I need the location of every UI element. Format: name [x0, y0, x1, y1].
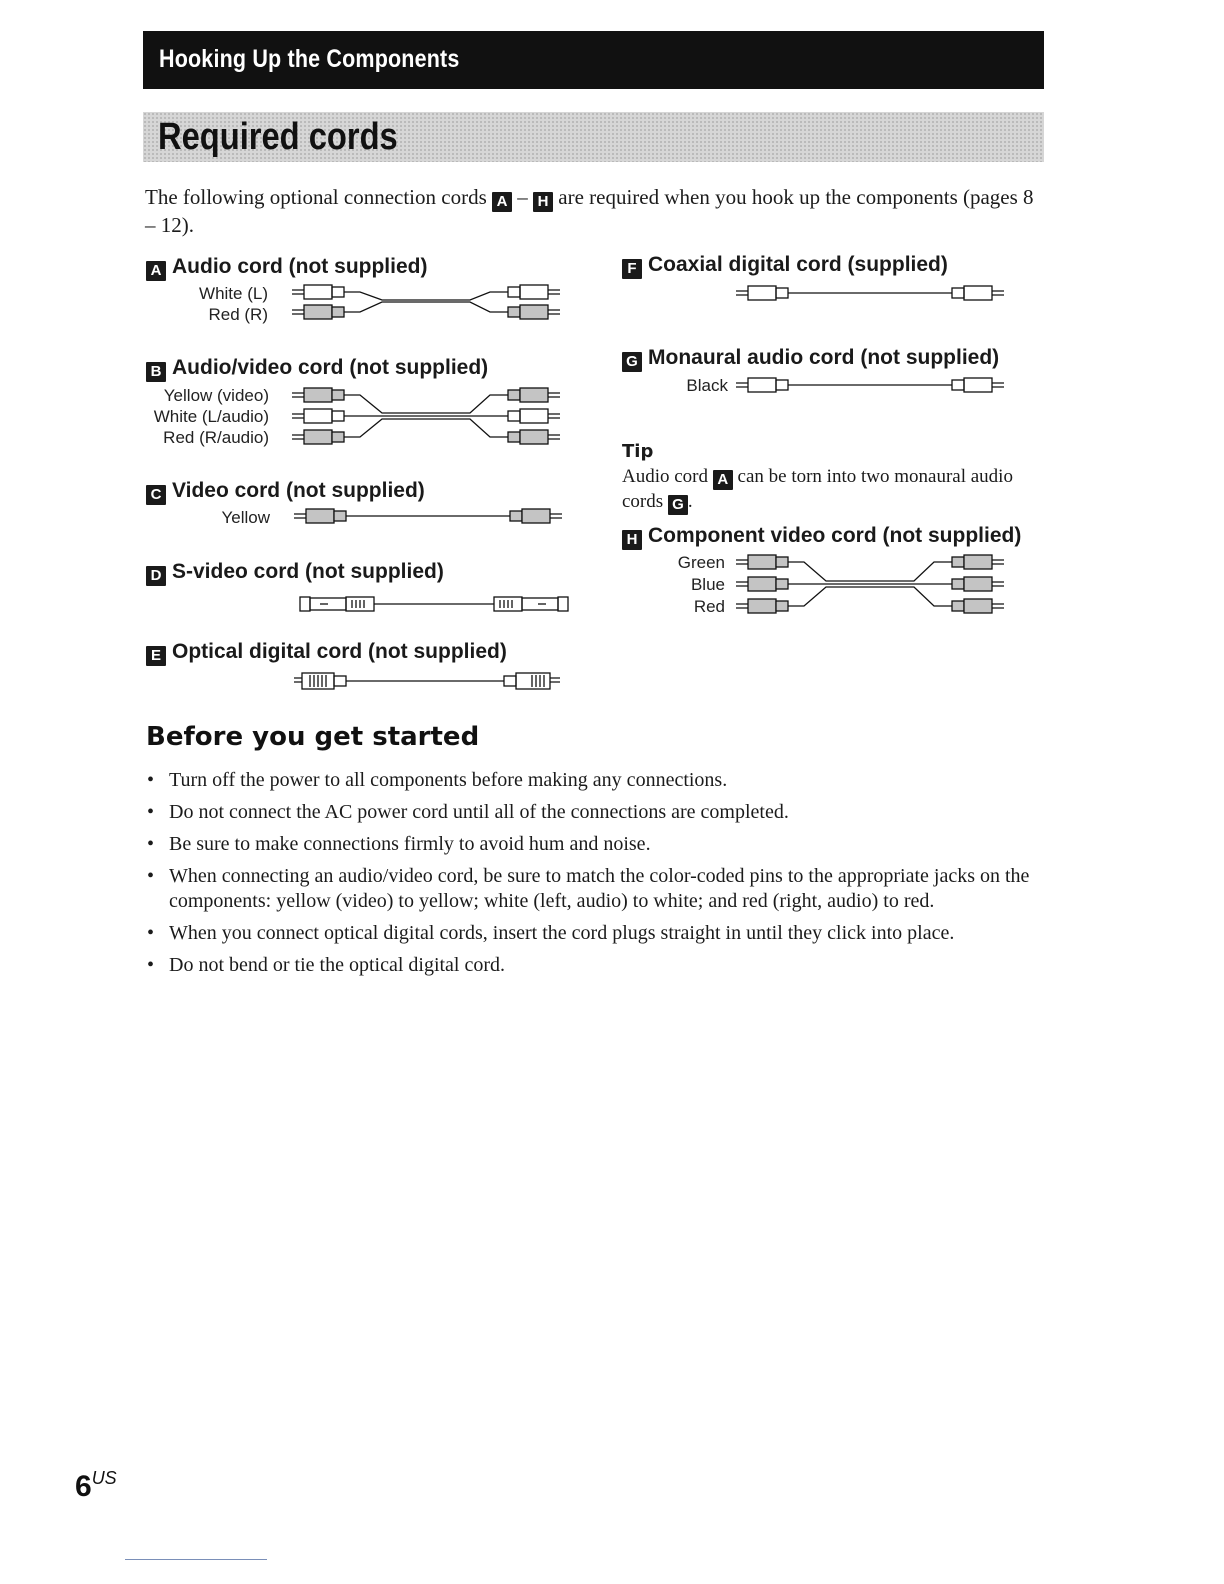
cord-h-badge: H [622, 530, 642, 550]
cord-b-label-white: White (L/audio) [153, 407, 269, 426]
cord-f-illustration [734, 283, 1014, 305]
badge-a: A [492, 192, 512, 212]
cord-g-badge: G [622, 352, 642, 372]
tip-badge-g: G [668, 495, 688, 515]
intro-dash: – [517, 185, 528, 209]
tip-badge-a: A [713, 470, 733, 490]
cord-h-label-red: Red [693, 597, 725, 616]
intro-paragraph [145, 184, 1035, 239]
section-title: Required cords [158, 116, 398, 158]
cord-a-badge: A [146, 261, 166, 281]
cord-e-illustration [292, 670, 572, 692]
cord-b-label-red: Red (R/audio) [163, 428, 269, 447]
cord-f-title [622, 253, 948, 279]
cord-h-illustration [734, 550, 1014, 618]
cord-f-title-text: Coaxial digital cord (supplied) [648, 253, 948, 276]
cord-e-title-text: Optical digital cord (not supplied) [172, 640, 507, 663]
cord-c-illustration [292, 506, 572, 528]
tip-text-2: can be torn into two monaural audio cords [622, 466, 1013, 512]
tip-text-1: Audio cord [622, 466, 709, 487]
list-item: • Do not bend or tie the optical digital cord. [145, 953, 1040, 978]
cord-h-title-text: Component video cord (not supplied) [648, 524, 1022, 547]
cord-c-title [146, 479, 425, 505]
cord-h-label-blue: Blue [690, 575, 725, 594]
tip-text-3: . [687, 491, 693, 512]
cord-a-title-text: Audio cord (not supplied) [172, 255, 428, 278]
tip-heading: Tip [622, 441, 654, 462]
cord-b-illustration [290, 383, 570, 449]
cord-f-badge: F [622, 259, 642, 279]
cord-a-illustration [290, 280, 570, 324]
before-list [145, 768, 1040, 985]
bottom-rule [125, 1559, 267, 1560]
cord-a-title [146, 255, 427, 281]
before-title: Before you get started [146, 722, 480, 752]
cord-g-illustration [734, 375, 1014, 397]
cord-c-badge: C [146, 485, 166, 505]
cord-c-title-text: Video cord (not supplied) [172, 479, 425, 502]
cord-b-badge: B [146, 362, 166, 382]
cord-d-title [146, 560, 444, 586]
section-band [143, 112, 1044, 162]
tip-body [622, 465, 1032, 515]
cord-b-title [146, 356, 488, 382]
list-item: • Be sure to make connections firmly to avoid hum and noise. [145, 832, 1040, 857]
badge-h: H [533, 192, 553, 212]
cord-d-illustration [298, 594, 570, 616]
list-item: • Do not connect the AC power cord until all of the connections are completed. [145, 800, 1040, 825]
cord-d-title-text: S-video cord (not supplied) [172, 560, 444, 583]
cord-d-badge: D [146, 566, 166, 586]
cord-e-badge: E [146, 646, 166, 666]
cord-h-label-green: Green [677, 553, 725, 572]
page-number-suffix: US [91, 1468, 117, 1488]
cord-c-label-yellow: Yellow [221, 508, 270, 527]
cord-g-label-black: Black [686, 376, 728, 395]
cord-g-title [622, 346, 999, 372]
cord-h-title [622, 524, 1021, 550]
cord-e-title [146, 640, 507, 666]
cord-b-title-text: Audio/video cord (not supplied) [172, 356, 489, 379]
list-item: • When you connect optical digital cords, insert the cord plugs straight in until they click into place. [145, 921, 1040, 946]
list-item: • When connecting an audio/video cord, be sure to match the color-coded pins to the appropriate jacks on the components: yellow (video) to yellow; white (left, audio) to white; and red (right, audio) to red. [145, 864, 1040, 914]
cord-a-label-white: White (L) [199, 284, 268, 303]
cord-b-label-yellow: Yellow (video) [163, 386, 269, 405]
intro-prefix: The following optional connection cords [145, 185, 487, 209]
header-title: Hooking Up the Components [159, 45, 460, 73]
cord-g-title-text: Monaural audio cord (not supplied) [648, 346, 1000, 369]
cord-a-label-red: Red (R) [208, 305, 268, 324]
page-number-value: 6 [75, 1470, 92, 1503]
intro-suffix: are required when you hook up the components (pages 8 – 12). [145, 185, 1034, 237]
header-bar [143, 31, 1044, 89]
page-number [75, 1468, 117, 1504]
list-item: • Turn off the power to all components before making any connections. [145, 768, 1040, 793]
